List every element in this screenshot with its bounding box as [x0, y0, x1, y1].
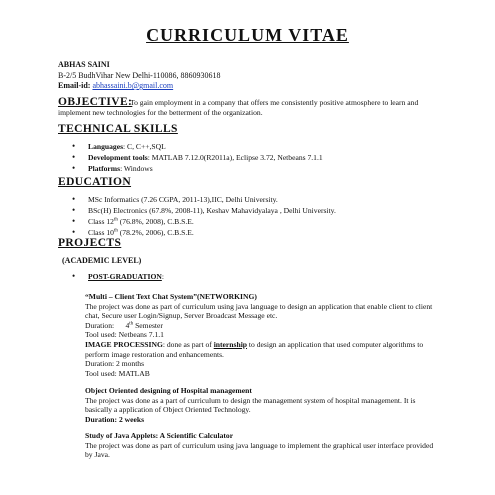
candidate-name: ABHAS SAINI: [58, 60, 110, 69]
project-title: “Multi – Client Text Chat System”(NETWORKING): [85, 292, 257, 301]
post-grad-list: [72, 271, 164, 282]
project-tool: Tool used: Netbeans 7.1.1: [85, 330, 164, 340]
list-item: • Languages: C, C++,SQL: [72, 141, 323, 152]
project-description: The project was done as a part of curriculum to design the management system of hospital management. It is basically a application of Object Oriented Technology.: [85, 395, 416, 415]
project-java-applets: [85, 431, 435, 460]
project-title-line: IMAGE PROCESSING: done as part of internship to design an application that used computer algorithms to perform image restoration and enhancements.: [85, 340, 424, 359]
project-hospital-management: [85, 386, 435, 424]
project-description: The project was done as part of curriculum using java language to implement the graphical user interface provided by Java.: [85, 440, 434, 460]
list-item: • Class 12th (76.8%, 2008), C.B.S.E.: [72, 216, 336, 227]
address-phone: B-2/5 BudhVihar New Delhi-110086, 8860930618: [58, 71, 221, 80]
list-item: • Development tools: MATLAB 7.12.0(R2011a), Eclipse 3.72, Netbeans 7.1.1: [72, 152, 323, 163]
project-description: The project was done as part of curriculum using java language to design an application that enable client to client chat, Secure user Login/Signup, Server Broadcast Message etc.: [85, 301, 433, 321]
list-item: • Platforms: Windows: [72, 163, 323, 174]
project-duration: Duration: 2 weeks: [85, 414, 145, 424]
project-chat-system: [85, 292, 435, 340]
email-label: Email-id:: [58, 81, 91, 90]
technical-skills-heading: TECHNICAL SKILLS: [58, 123, 178, 135]
project-duration: Duration: 4th Semester: [85, 320, 163, 330]
project-title: Object Oriented designing of Hospital management: [85, 386, 252, 395]
page-title: CURRICULUM VITAE: [146, 25, 349, 45]
objective-text: To gain employment in a company that offers me consistently positive atmosphere to learn and implement new technologies for the betterment of the organization.: [58, 98, 419, 117]
project-duration: Duration: 2 months: [85, 359, 145, 369]
project-image-processing: [85, 340, 435, 378]
project-title: Study of Java Applets: A Scientific Calculator: [85, 431, 234, 440]
academic-level-label: (ACADEMIC LEVEL): [62, 256, 142, 265]
objective-heading: OBJECTIVE:: [58, 96, 133, 108]
skills-list: [72, 141, 323, 174]
list-item: • Class 10th (78.2%, 2006), C.B.S.E.: [72, 227, 336, 238]
project-tool: Tool used: MATLAB: [85, 368, 150, 378]
list-item: • POST-GRADUATION:: [72, 271, 164, 282]
email-line: [58, 81, 173, 90]
list-item: • BSc(H) Electronics (67.8%, 2008-11), Keshav Mahavidyalaya , Delhi University.: [72, 205, 336, 216]
projects-heading: PROJECTS: [58, 237, 122, 249]
email-link[interactable]: abhassaini.b@gmail.com: [92, 81, 174, 90]
education-list: [72, 194, 336, 238]
list-item: • MSc Informatics (7.26 CGPA, 2011-13),IIC, Delhi University.: [72, 194, 336, 205]
education-heading: EDUCATION: [58, 176, 132, 188]
